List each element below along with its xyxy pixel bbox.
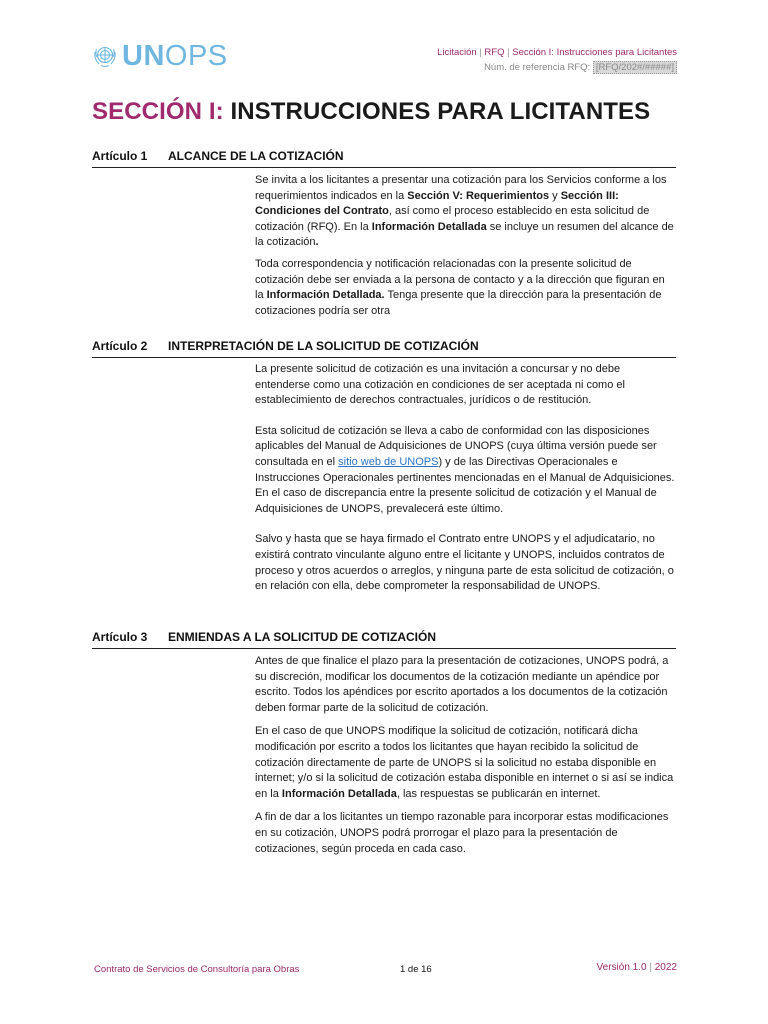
- section-title: [92, 98, 650, 126]
- paragraph: Salvo y hasta que se haya firmado el Contrato entre UNOPS y el adjudicatario, no existirá contrato vinculante alguno entre el licitante y UNOPS, incluidos contratos de proceso y otros acuerdos o arreglos, y ninguna parte de esta solicitud de cotización, o en relación con ella, debe comprometer la responsabilidad de UNOPS.: [255, 533, 674, 593]
- article-3-heading: [92, 629, 676, 649]
- document-header: [437, 45, 677, 75]
- header-breadcrumb: [437, 45, 677, 60]
- paragraph: La presente solicitud de cotización es una invitación a concursar y no debe entenderse como una cotización en condiciones de ser aceptada ni como el establecimiento de derechos contractuales, jurídicos o de restitución.: [255, 363, 625, 407]
- article-title: ALCANCE DE LA COTIZACIÓN: [168, 149, 344, 163]
- header-crumb: Licitación: [437, 47, 477, 58]
- paragraph: En el caso de que UNOPS modifique la solicitud de cotización, notificará dicha modificación por escrito a todos los licitantes que hayan recibido la solicitud de cotización directamente de parte de UNOPS si la solicitud no estaba disponible en internet; y/o si la solicitud de cotización estaba disponible en internet o si así se indica en la Información Detallada, las respuestas se publicarán en internet.: [255, 725, 674, 800]
- paragraph: Se invita a los licitantes a presentar una cotización para los Servicios conforme a los requerimientos indicados en la Sección V: Requerimientos y Sección III: Condiciones del Contrato, así como el proceso establecido en esta solicitud de cotización (RFQ). En la Información Detallada se incluye un resumen del alcance de la cotización.: [255, 174, 674, 249]
- unops-logo: [92, 42, 228, 70]
- article-2-heading: [92, 338, 676, 358]
- logo-wordmark: UNOPS: [122, 40, 228, 72]
- header-crumb: Sección I: Instrucciones para Licitantes: [512, 47, 677, 58]
- article-number: Artículo 1: [92, 149, 148, 163]
- header-separator: |: [504, 47, 513, 58]
- article-title: ENMIENDAS A LA SOLICITUD DE COTIZACIÓN: [168, 630, 436, 644]
- paragraph: Antes de que finalice el plazo para la presentación de cotizaciones, UNOPS podrá, a su discreción, modificar los documentos de la cotización mediante un apéndice por escrito. Todos los apéndices por escrito aportados a los documentos de la cotización deben formar parte de la solicitud de cotización.: [255, 655, 669, 714]
- article-title: INTERPRETACIÓN DE LA SOLICITUD DE COTIZACIÓN: [168, 339, 479, 353]
- paragraph: Toda correspondencia y notificación relacionadas con la presente solicitud de cotización debe ser enviada a la persona de contacto y a la dirección que figuran en la Información Detallada. Tenga presente que la dirección para la presentación de cotizaciones podría ser otra: [255, 257, 665, 317]
- section-title-prefix: SECCIÓN I:: [92, 98, 231, 125]
- article-1-heading: [92, 148, 676, 168]
- un-emblem-icon: [92, 43, 118, 69]
- article-1-body: [255, 173, 675, 319]
- article-number: Artículo 3: [92, 630, 148, 644]
- unops-website-link[interactable]: sitio web de UNOPS: [338, 455, 439, 468]
- article-2-body: [255, 362, 675, 595]
- header-separator: |: [476, 47, 485, 58]
- header-crumb: RFQ: [484, 47, 505, 58]
- footer-page-number: 1 de 16: [400, 964, 432, 975]
- paragraph: A fin de dar a los licitantes un tiempo razonable para incorporar estas modificaciones en su cotización, UNOPS podrá prorrogar el plazo para la presentación de cotizaciones, según proceda en cada caso.: [255, 811, 669, 855]
- paragraph: Esta solicitud de cotización se lleva a cabo de conformidad con las disposiciones aplicables del Manual de Adquisiciones de UNOPS (cuya última versión puede ser consultada en el sitio web de UNOPS) y de las Directivas Operacionales e Instrucciones Operacionales pertinentes mencionadas en el Manual de Adquisiciones. En el caso de discrepancia entre la presente solicitud de cotización y el Manual de Adquisiciones de UNOPS, prevalecerá este último.: [255, 424, 675, 515]
- article-3-body: [255, 654, 675, 857]
- footer-version: Versión 1.0 | 2022: [596, 962, 677, 973]
- reference-field[interactable]: [RFQ/202#/#####]: [593, 61, 677, 74]
- article-number: Artículo 2: [92, 339, 148, 353]
- reference-label: Núm. de referencia RFQ:: [484, 62, 593, 73]
- header-reference: [437, 60, 677, 75]
- section-title-main: INSTRUCCIONES PARA LICITANTES: [230, 98, 651, 125]
- footer-document-name: Contrato de Servicios de Consultoría para Obras: [94, 964, 300, 975]
